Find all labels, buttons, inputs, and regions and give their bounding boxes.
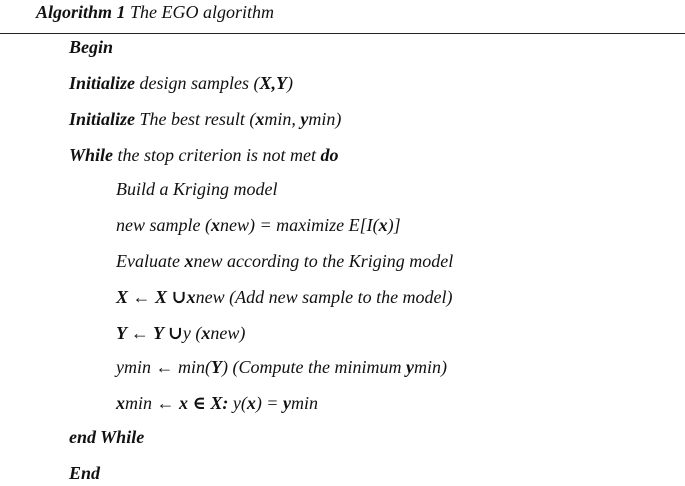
line-text: ) (Compute the minimum — [221, 357, 406, 377]
bold-term: Initialize — [69, 109, 136, 129]
line-text: ) — [287, 73, 294, 93]
algorithm-line — [69, 426, 144, 448]
bold-term: x — [186, 287, 196, 307]
algorithm-line — [69, 462, 100, 484]
bold-term: End — [69, 463, 101, 483]
algorithm-line — [116, 322, 245, 344]
line-text: min) — [413, 357, 447, 377]
algorithm-line — [116, 250, 453, 272]
line-text: new according to the Kriging model — [193, 251, 454, 271]
line-text: new sample ( — [116, 215, 211, 235]
bold-term: Y ← Y ∪ — [116, 323, 183, 343]
bold-term: x ∈ X: — [179, 393, 229, 413]
line-text: new (Add new sample to the model) — [195, 287, 453, 307]
algorithm-line — [69, 72, 293, 94]
bold-term: Begin — [69, 37, 114, 57]
algorithm-line — [69, 144, 339, 166]
bold-term: x — [116, 393, 125, 413]
algorithm-line — [116, 214, 401, 236]
algorithm-line — [69, 108, 341, 130]
algorithm-line — [116, 178, 278, 200]
algorithm-caption — [36, 2, 274, 23]
bold-term: While — [69, 145, 114, 165]
bold-term: Initialize — [69, 73, 136, 93]
line-text: y( — [228, 393, 247, 413]
algorithm-line — [116, 286, 453, 308]
line-text: new) = maximize E[I( — [219, 215, 379, 235]
bold-term: x — [210, 215, 220, 235]
line-text: min, — [264, 109, 301, 129]
line-text: design samples ( — [135, 73, 260, 93]
bold-term: x — [255, 109, 265, 129]
bold-term: x — [201, 323, 211, 343]
caption-rule — [0, 33, 685, 34]
algorithm-line — [116, 392, 318, 414]
bold-term: y — [300, 109, 309, 129]
line-text: )] — [387, 215, 401, 235]
line-text: ymin ← min( — [116, 357, 211, 377]
bold-term: Y — [210, 357, 222, 377]
line-text: The best result ( — [135, 109, 256, 129]
line-text: new) — [210, 323, 246, 343]
line-text: the stop criterion is not met — [113, 145, 321, 165]
line-text: min ← — [125, 393, 179, 413]
line-text: min) — [308, 109, 342, 129]
algorithm-caption-label: Algorithm 1 — [36, 2, 126, 22]
algorithm-line — [69, 36, 113, 58]
line-text: Evaluate — [116, 251, 185, 271]
bold-term: y — [282, 393, 291, 413]
bold-term: x — [378, 215, 388, 235]
line-text: ) = — [255, 393, 283, 413]
line-text: min — [290, 393, 318, 413]
line-text: Build a Kriging model — [116, 179, 278, 199]
bold-term: y — [405, 357, 414, 377]
bold-term: do — [320, 145, 339, 165]
bold-term: X,Y — [259, 73, 288, 93]
line-text: y ( — [182, 323, 202, 343]
bold-term: x — [184, 251, 194, 271]
algorithm-caption-title: The EGO algorithm — [130, 2, 275, 22]
bold-term: end While — [69, 427, 145, 447]
algorithm-line — [116, 356, 447, 378]
bold-term: x — [246, 393, 256, 413]
bold-term: X ← X ∪ — [116, 287, 187, 307]
